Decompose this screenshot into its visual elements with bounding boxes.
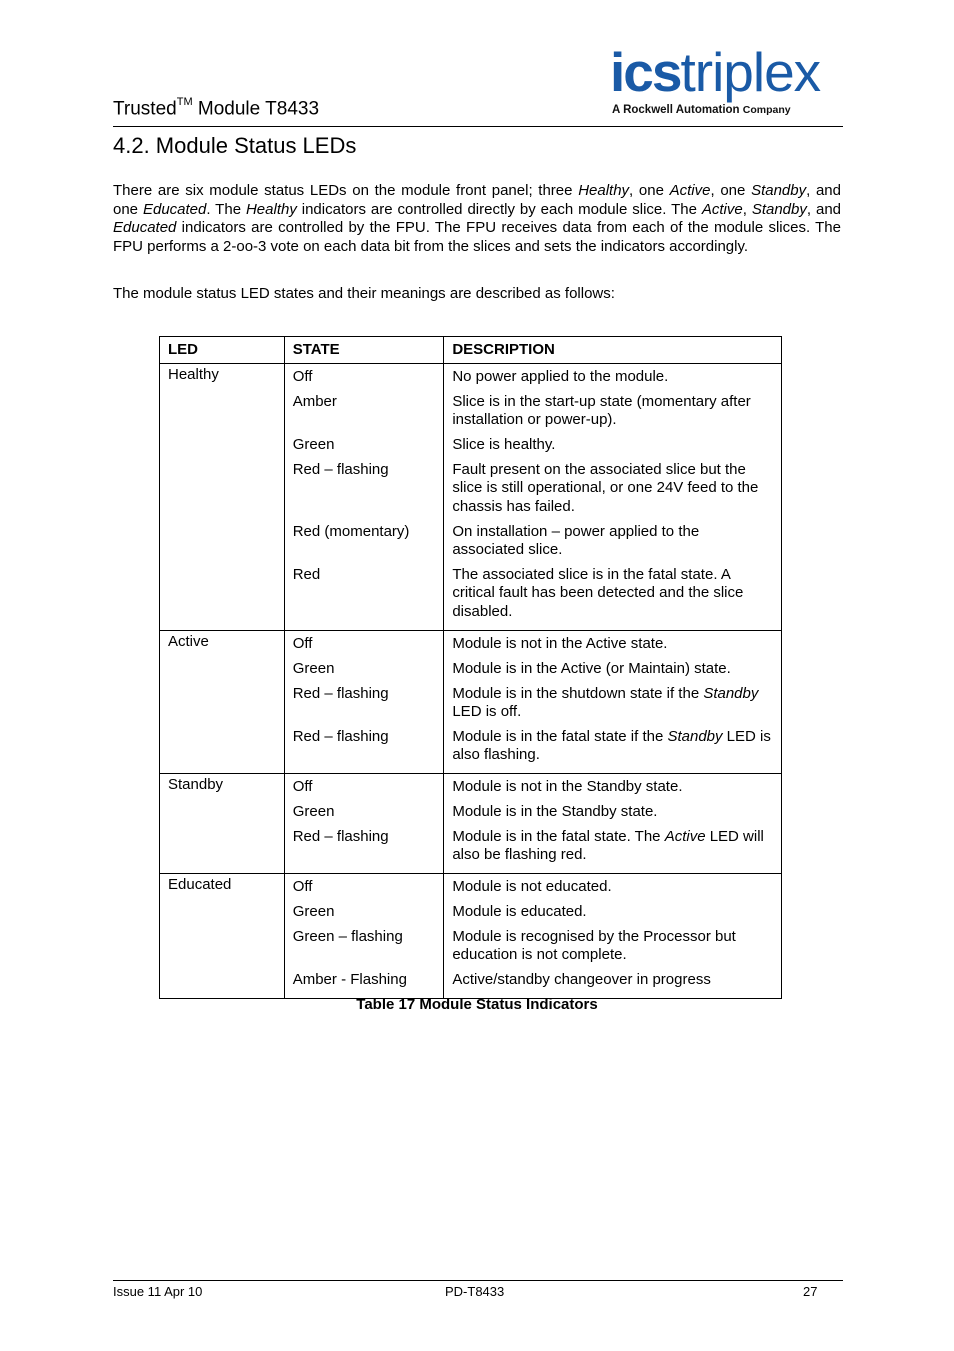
led-name-cell [160,363,285,630]
table-intro-paragraph: The module status LED states and their meanings are described as follows: [113,285,615,302]
text-run: LED is off. [452,703,522,720]
italic-term: Active [664,827,706,845]
led-state: Off [292,877,313,895]
state-description [452,726,773,769]
text-run: Module is in the Standby state. [452,802,658,820]
led-name-cell [160,630,285,773]
italic-term: Standby [703,684,759,702]
text-run: LED is also flashing. [452,727,771,763]
text-run: Fault present on the associated slice but the slice is still operational, or one 24V feed to the chassis has failed. [452,460,759,515]
state-description [452,826,773,869]
description-cell [444,773,782,873]
text-run: Module is educated. [452,902,587,920]
text-run: No power applied to the module. [452,367,669,385]
text-run: The associated slice is in the fatal state. A critical fault has been detected and the slice disabled. [452,565,744,620]
logo-wordmark: icstriplex [610,41,821,103]
state-description [452,459,773,521]
led-group-row [160,773,782,873]
text-run: Slice is healthy. [452,435,556,453]
state-description [452,926,773,969]
company-logo [610,42,845,120]
led-state: Green [292,659,335,677]
state-description [452,683,773,726]
state-description [452,366,773,391]
state-description [452,901,773,926]
state-description [452,633,773,658]
led-name: Active [168,632,209,650]
led-state: Amber [292,392,337,410]
description-cell [444,873,782,998]
text-run: , one [629,182,670,199]
module-status-table [159,336,782,999]
state-description [452,521,773,564]
text-run: , [742,200,752,218]
state-description [452,434,773,459]
table-header-row [160,337,782,364]
led-name-cell [160,873,285,998]
state-description [452,391,773,434]
state-cell [284,773,444,873]
led-state: Red – flashing [292,460,389,478]
text-run: Module is in the fatal state. The [452,827,665,845]
text-run: LED will also be flashing red. [452,827,764,863]
text-run: There are six module status LEDs on the module front panel; three [113,182,579,199]
italic-term: Standby [751,200,807,218]
intro-paragraph [113,182,841,256]
led-name: Standby [168,775,224,793]
italic-term: Healthy [245,200,297,218]
italic-term: Active [669,182,711,199]
italic-term: Educated [113,219,177,236]
led-group-row [160,873,782,998]
led-name-cell [160,773,285,873]
state-description [452,801,773,826]
header-description: DESCRIPTION [444,337,782,364]
state-cell [284,873,444,998]
header-led: LED [160,337,285,364]
state-cell [284,630,444,773]
led-group-row [160,630,782,773]
led-name: Healthy [168,365,219,383]
description-cell [444,363,782,630]
description-cell [444,630,782,773]
footer-doc-id: PD-T8433 [445,1284,505,1299]
led-state: Red – flashing [292,827,389,845]
led-state: Red – flashing [292,727,389,745]
text-run: Module is in the Active (or Maintain) state. [452,659,731,677]
italic-term: Standby [667,727,723,745]
text-run: Module is not in the Active state. [452,634,668,652]
footer-issue: Issue 11 Apr 10 [113,1284,203,1299]
text-run: indicators are controlled by the FPU. The FPU receives data from each of the module slices. The FPU performs a 2-oo-3 vote on each data bit from the slices and sets the indicators accordingly. [113,219,841,255]
led-state: Amber - Flashing [292,970,407,988]
text-run: Module is recognised by the Processor but education is not complete. [452,927,736,963]
text-run: indicators are controlled directly by each module slice. The [296,200,702,218]
led-name: Educated [168,875,232,893]
text-run: , and [806,200,841,218]
logo-tagline: A Rockwell Automation Company [612,104,791,116]
text-run: , one [710,182,752,199]
led-state: Red – flashing [292,684,389,702]
text-run: Slice is in the start-up state (momentary after installation or power-up). [452,392,751,428]
state-cell [284,363,444,630]
state-description [452,876,773,901]
text-run: Module is not educated. [452,877,612,895]
text-run: Active/standby changeover in progress [452,970,711,988]
text-run: Module is in the fatal state if the [452,727,668,745]
footer-divider [113,1280,843,1281]
italic-term: Standby [751,182,807,199]
header-state: STATE [284,337,444,364]
state-description [452,776,773,801]
text-run: . The [206,200,246,218]
state-description [452,658,773,683]
led-state: Red (momentary) [292,522,410,540]
state-description [452,969,773,994]
state-description [452,564,773,626]
text-run: Module is not in the Standby state. [452,777,683,795]
italic-term: Active [701,200,743,218]
table-caption: Table 17 Module Status Indicators [356,996,598,1013]
text-run: , and one [113,182,841,218]
text-run: On installation – power applied to the associated slice. [452,522,700,558]
led-state: Green [292,435,335,453]
led-group-row [160,363,782,630]
italic-term: Educated [142,200,207,218]
led-state: Green [292,802,335,820]
led-state: Green – flashing [292,927,403,945]
led-state: Red [292,565,321,583]
italic-term: Healthy [578,182,630,199]
document-title: Trusted™ Module T8433 [113,96,320,120]
led-state: Green [292,902,335,920]
led-state: Off [292,367,313,385]
led-state: Off [292,634,313,652]
header-divider [113,126,843,127]
text-run: Module is in the shutdown state if the [452,684,704,702]
footer-page-number: 27 [803,1284,818,1299]
led-state: Off [292,777,313,795]
section-heading: 4.2. Module Status LEDs [113,133,357,158]
